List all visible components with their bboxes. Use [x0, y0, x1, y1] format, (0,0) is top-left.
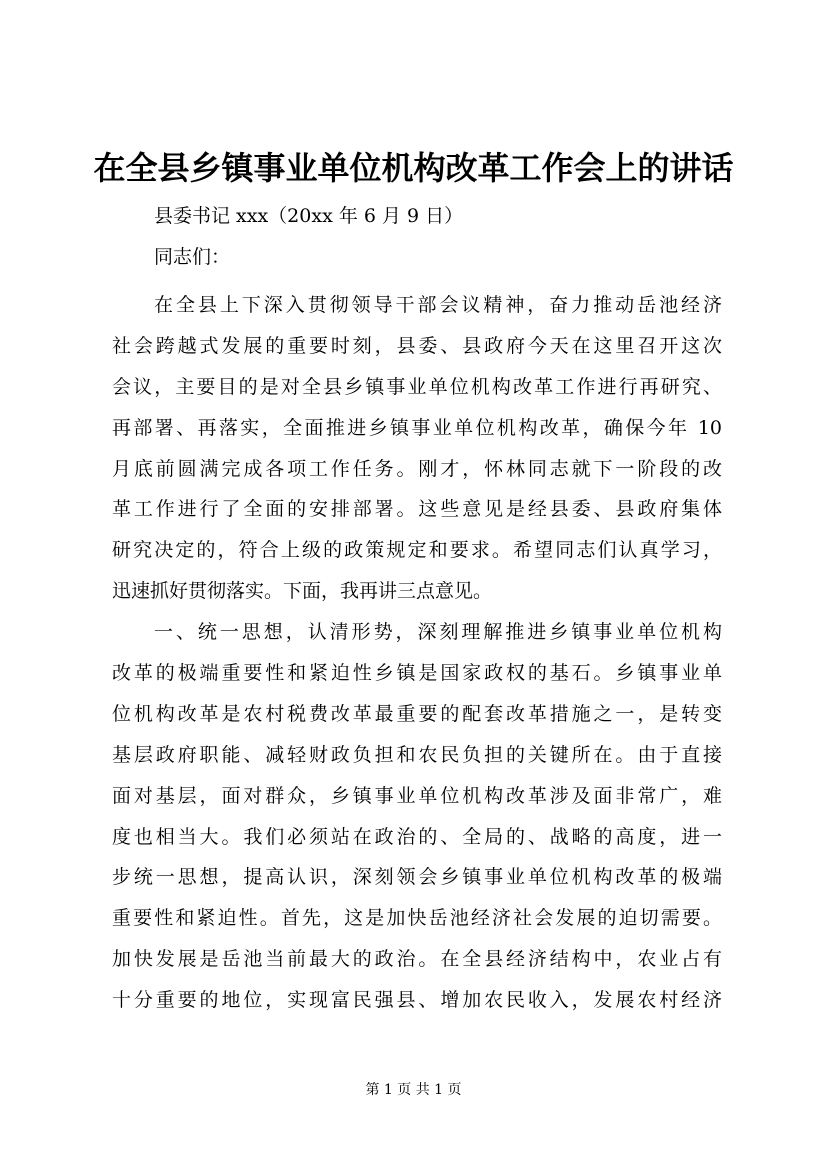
paragraph-2-line: 改革的极端重要性和紧迫性乡镇是国家政权的基石。乡镇事业单: [112, 662, 722, 685]
paragraph-1-line: 革工作进行了全面的安排部署。这些意见是经县委、县政府集体: [112, 498, 722, 521]
page-footer: 第 1 页 共 1 页: [365, 1082, 462, 1098]
document-title: 在全县乡镇事业单位机构改革工作会上的讲话: [93, 149, 734, 187]
paragraph-1-line: 会议，主要目的是对全县乡镇事业单位机构改革工作进行再研究、: [112, 375, 722, 398]
paragraph-2-line: 步统一思想，提高认识，深刻领会乡镇事业单位机构改革的极端: [112, 866, 722, 889]
byline: 县委书记 xxx（20xx 年 6 月 9 日）: [154, 205, 464, 227]
paragraph-2-line: 度也相当大。我们必须站在政治的、全局的、战略的高度，进一: [112, 825, 722, 848]
paragraph-1-line: 社会跨越式发展的重要时刻，县委、县政府今天在这里召开这次: [112, 334, 722, 357]
paragraph-1-line: 迅速抓好贯彻落实。下面，我再讲三点意见。: [112, 580, 493, 603]
paragraph-2-line: 基层政府职能、减轻财政负担和农民负担的关键所在。由于直接: [112, 743, 722, 766]
paragraph-2-line: 加快发展是岳池当前最大的政治。在全县经济结构中，农业占有: [112, 948, 722, 971]
paragraph-2-line: 重要性和紧迫性。首先，这是加快岳池经济社会发展的迫切需要。: [112, 907, 722, 930]
greeting: 同志们：: [154, 246, 231, 268]
body-text: [112, 285, 722, 1021]
paragraph-1-line: 再部署、再落实，全面推进乡镇事业单位机构改革，确保今年 10: [112, 416, 722, 439]
paragraph-2-line: 面对基层，面对群众，乡镇事业单位机构改革涉及面非常广，难: [112, 784, 722, 807]
paragraph-1-line: 月底前圆满完成各项工作任务。刚才，怀林同志就下一阶段的改: [112, 457, 722, 480]
paragraph-1-line: 研究决定的，符合上级的政策规定和要求。希望同志们认真学习，: [112, 539, 722, 562]
paragraph-1-line: 在全县上下深入贯彻领导干部会议精神，奋力推动岳池经济: [154, 294, 722, 316]
paragraph-2-line: 位机构改革是农村税费改革最重要的配套改革措施之一，是转变: [112, 702, 722, 725]
paragraph-2-line: 十分重要的地位，实现富民强县、增加农民收入，发展农村经济: [112, 989, 722, 1012]
paragraph-2-line: 一、统一思想，认清形势，深刻理解推进乡镇事业单位机构: [154, 621, 722, 644]
